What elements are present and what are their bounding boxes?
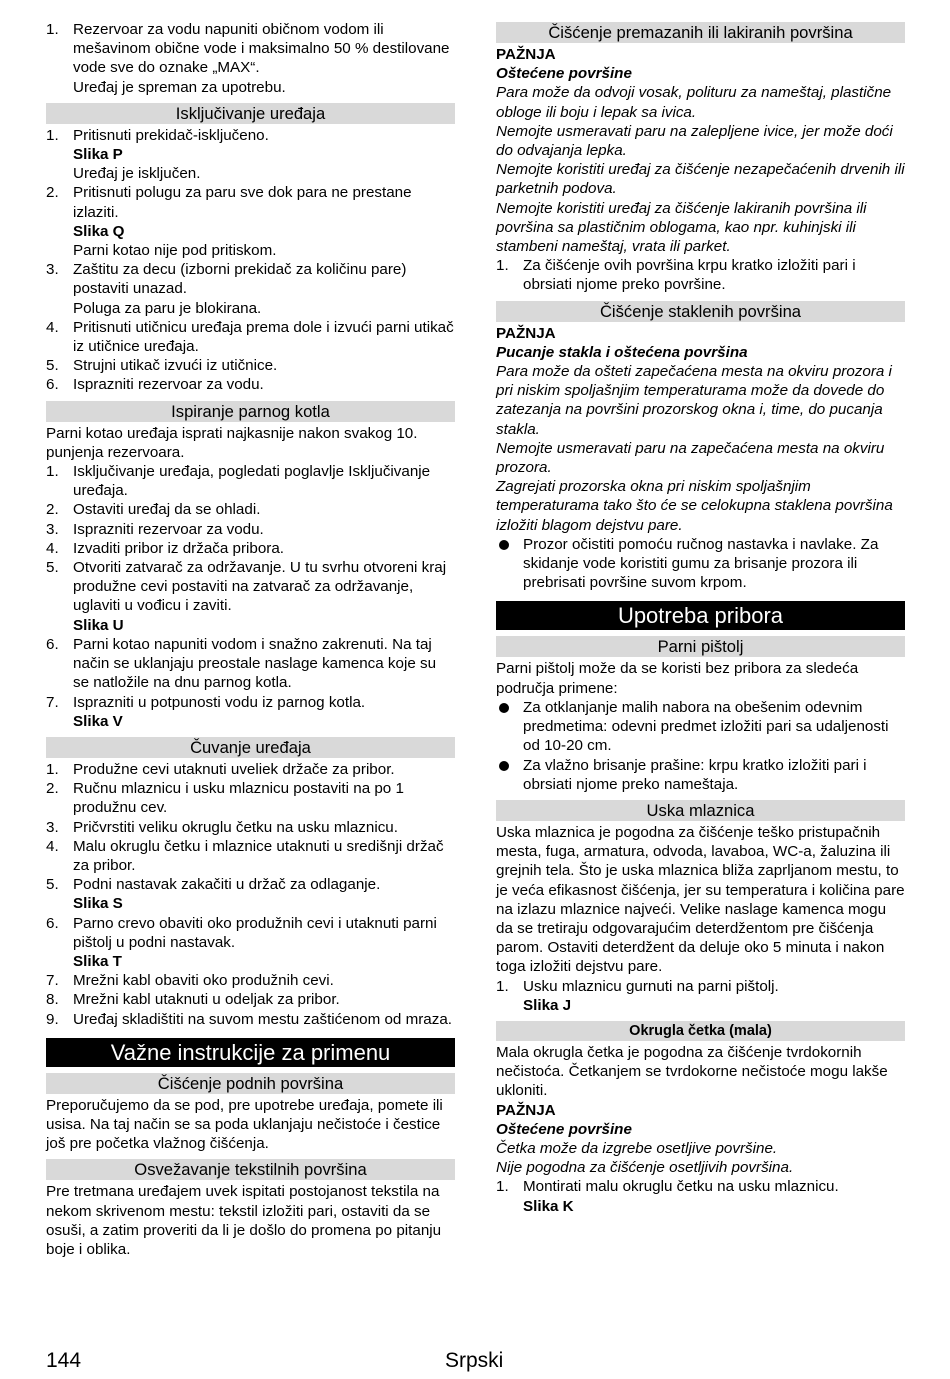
list-item: 1. Produžne cevi utaknuti uveliek držače za pribor. (46, 760, 395, 778)
section-heading-rinse: Ispiranje parnog kotla (46, 401, 455, 422)
footer-language: Srpski (445, 1349, 504, 1372)
textiles-text: Pre tretmana uređajem uvek ispitati postojanost tekstila na nekom skrivenom mestu: tekstil izložiti pari, ostaviti da se osuši, a zatim proveriti da li je došlo do promena po pitanju boje i oblika. (46, 1183, 442, 1258)
figure-ref: Slika T (73, 952, 122, 970)
figure-ref: Slika V (73, 712, 123, 730)
warning-line: Četka može da izgrebe osetljive površine. (496, 1139, 778, 1157)
warning-subtitle: Oštećene površine (496, 65, 632, 83)
list-item: 7. Isprazniti u potpunosti vodu iz parnog kotla. Slika V (46, 693, 455, 731)
glass-bullets (496, 535, 905, 593)
chapter-heading-important: Važne instrukcije za primenu (46, 1038, 455, 1067)
step-note: Uređaj je spreman za upotrebu. (73, 78, 286, 96)
off-steps (46, 126, 455, 395)
warning-line: Nemojte koristiti uređaj za čišćenje lakiranih površina ili površina sa plastičnim oblogama, kao npr. kuhinjski ili stambeni nameštaj, vrata ili parket. (496, 199, 867, 256)
narrow-text: Uska mlaznica je pogodna za čišćenje teško pristupačnih mesta, fuga, armatura, odvoda, lavaboa, WC-a, žaluzina ili grejnih tela. Što je uska mlaznica bliža zaprljanom mestu, to je veća efikasnost čišćenja, jer su temperatura i količina pare na izlazu mlaznice najveći. Velike naslage kamenca mogu da se tretiraju odgovarajućim deterdžentom pre čišćenja parom. Ostaviti deterdžent da deluje oko 5 minuta i nakon toga izložiti dejstvu pare. (496, 823, 905, 976)
warning-label: PAŽNJA (496, 46, 556, 63)
section-heading-store: Čuvanje uređaja (46, 737, 455, 758)
warning-line: Nemojte usmeravati paru na zalepljene ivice, jer može doći do odvajanja lepka. (496, 122, 893, 160)
list-item: 1. Rezervoar za vodu napuniti običnom vodom ili mešavinom obične vode i maksimalno 50 % destilovane vode sve do oznake „MAX“. Uređaj je spreman za upotrebu. (46, 20, 455, 97)
list-item: 6. Isprazniti rezervoar za vodu. (46, 376, 264, 394)
floors-text: Preporučujemo da se pod, pre upotrebe uređaja, pomete ili usisa. Na taj način se sa poda uklanjaju nečistoće i čestice još pre početka vlažnog čišćenja. (46, 1096, 443, 1153)
figure-ref: Slika P (73, 146, 123, 164)
brush-steps (496, 1177, 905, 1215)
list-item: 4. Malu okruglu četku i mlaznice utaknuti u središnji držač za pribor. (46, 837, 444, 874)
gun-bullets (496, 698, 905, 794)
rinse-steps (46, 462, 455, 731)
list-item: 7. Mrežni kabl obaviti oko produžnih cevi. (46, 972, 334, 990)
list-item: 6. Parni kotao napuniti vodom i snažno zakrenuti. Na taj način se uklanjaju preostale naslage kamenca koje su se natložile na dnu parnog kotla. (46, 635, 437, 692)
list-item: 5. Podni nastavak zakačiti u držač za odlaganje. Slika S (46, 875, 455, 913)
list-item: 1. Pritisnuti prekidač-isključeno. Slika P Uređaj je isključen. (46, 126, 455, 184)
bullet-item: Prozor očistiti pomoću ručnog nastavka i navlake. Za skidanje vode koristiti gumu za brisanje prozora ili prebrisati površine suvom krpom. (496, 535, 905, 593)
bullet-icon (499, 540, 509, 550)
list-item: 9. Uređaj skladištiti na suvom mestu zaštićenom od mraza. (46, 1010, 452, 1028)
section-heading-glass: Čišćenje staklenih površina (496, 301, 905, 322)
list-item: 1. Za čišćenje ovih površina krpu kratko izložiti pari i obrsiati njome preko površine. (496, 257, 856, 294)
rinse-intro: Parni kotao uređaja isprati najkasnije nakon svakog 10. punjenja rezervoara. (46, 424, 418, 461)
left-column (46, 20, 455, 1259)
figure-ref: Slika Q (73, 222, 125, 240)
warning-line: Nemojte usmeravati paru na zapečaćena mesta na okviru prozora. (496, 439, 885, 477)
section-heading-off: Isključivanje uređaja (46, 103, 455, 124)
step-text: Rezervoar za vodu napuniti običnom vodom ili mešavinom obične vode i maksimalno 50 % destilovane vode sve do oznake „MAX“. (73, 21, 450, 77)
warning-line: Para može da ošteti zapečaćena mesta na okviru prozora i pri niskim spoljašnjim temperaturama može da dovede do zatezanja na površini prozorskog okna i, time, do pucanja stakla. (496, 363, 892, 438)
list-item: 3. Pričvrstiti veliku okruglu četku na usku mlaznicu. (46, 818, 398, 836)
warning-line: Para može da odvoji vosak, polituru za nameštaj, plastične obloge ili boju i lepak sa ivica. (496, 84, 892, 121)
list-item: 8. Mrežni kabl utaknuti u odeljak za pribor. (46, 991, 340, 1009)
bullet-item: Za otklanjanje malih nabora na obešenim odevnim predmetima: odevni predmet izložiti pari sa udaljenosti od 10-20 cm. (496, 698, 905, 756)
bullet-icon (499, 761, 509, 771)
figure-ref: Slika S (73, 895, 123, 913)
list-item: 3. Zaštitu za decu (izborni prekidač za količinu pare) postaviti unazad. Poluga za paru je blokirana. (46, 261, 407, 317)
list-item: 3. Isprazniti rezervoar za vodu. (46, 520, 264, 538)
section-heading-painted: Čišćenje premazanih ili lakiranih površina (496, 22, 905, 43)
figure-ref: Slika J (523, 996, 572, 1014)
list-item: 5. Strujni utikač izvući iz utičnice. (46, 357, 278, 375)
list-item: 1. Usku mlaznicu gurnuti na parni pištolj. Slika J (496, 977, 905, 1015)
list-item: 1. Isključivanje uređaja, pogledati poglavlje Isključivanje uređaja. (46, 463, 431, 500)
list-item: 4. Izvaditi pribor iz držača pribora. (46, 539, 285, 557)
warning-subtitle: Oštećene površine (496, 1120, 632, 1138)
chapter-heading-accessories: Upotreba pribora (496, 601, 905, 630)
figure-ref: Slika K (523, 1197, 574, 1215)
list-item: 2. Ostaviti uređaj da se ohladi. (46, 501, 261, 519)
list-item: 2. Pritisnuti polugu za paru sve dok para ne prestane izlaziti. Slika Q Parni kotao nije pod pritiskom. (46, 183, 455, 260)
warning-line: Nije pogodna za čišćenje osetljivih površina. (496, 1159, 794, 1177)
bullet-item: Za vlažno brisanje prašine: krpu kratko izložiti pari i obrsiati njome preko nameštaja. (496, 756, 905, 794)
list-item: 1. Montirati malu okruglu četku na usku mlaznicu. Slika K (496, 1177, 905, 1215)
warning-subtitle: Pucanje stakla i oštećena površina (496, 343, 748, 361)
narrow-steps (496, 977, 905, 1015)
right-column (496, 20, 905, 1216)
list-item: 2. Ručnu mlaznicu i usku mlaznicu postaviti na po 1 produžnu cev. (46, 780, 404, 817)
bullet-icon (499, 703, 509, 713)
intro-list (46, 20, 455, 97)
list-item: 4. Pritisnuti utičnicu uređaja prema dole i izvući parni utikač iz utičnice uređaja. (46, 318, 454, 356)
figure-ref: Slika U (73, 616, 124, 634)
warning-line: Nemojte koristiti uređaj za čišćenje nezapečaćenih drvenih ili parketnih podova. (496, 161, 905, 198)
section-heading-textiles: Osvežavanje tekstilnih površina (46, 1159, 455, 1180)
page-number: 144 (46, 1349, 82, 1372)
section-heading-floors: Čišćenje podnih površina (46, 1073, 455, 1094)
store-steps (46, 760, 455, 1029)
section-heading-narrow: Uska mlaznica (496, 800, 905, 821)
list-item: 6. Parno crevo obaviti oko produžnih cevi i utaknuti parni pištolj u podni nastavak. Slika T (46, 914, 455, 972)
section-heading-gun: Parni pištolj (496, 636, 905, 657)
section-heading-brush: Okrugla četka (mala) (496, 1021, 905, 1041)
list-item: 5. Otvoriti zatvarač za održavanje. U tu svrhu otvoreni kraj produžne cevi postaviti na zatvarač za održavanje, uglaviti u vođicu i zaviti. Slika U (46, 558, 455, 635)
gun-intro: Parni pištolj može da se koristi bez pribora za sledeća područja primene: (496, 660, 859, 697)
warning-line: Zagrejati prozorska okna pri niskim spoljašnjim temperaturama tako što će se celokupna staklena površina izložiti blagom dejstvu pare. (496, 478, 893, 534)
brush-text: Mala okrugla četka je pogodna za čišćenje tvrdokornih nečistoća. Četkanjem se tvrdokorne nečistoće mogu lakše ukloniti. (496, 1043, 888, 1100)
warning-label: PAŽNJA (496, 1101, 556, 1119)
warning-label: PAŽNJA (496, 324, 556, 342)
painted-steps (496, 256, 905, 294)
